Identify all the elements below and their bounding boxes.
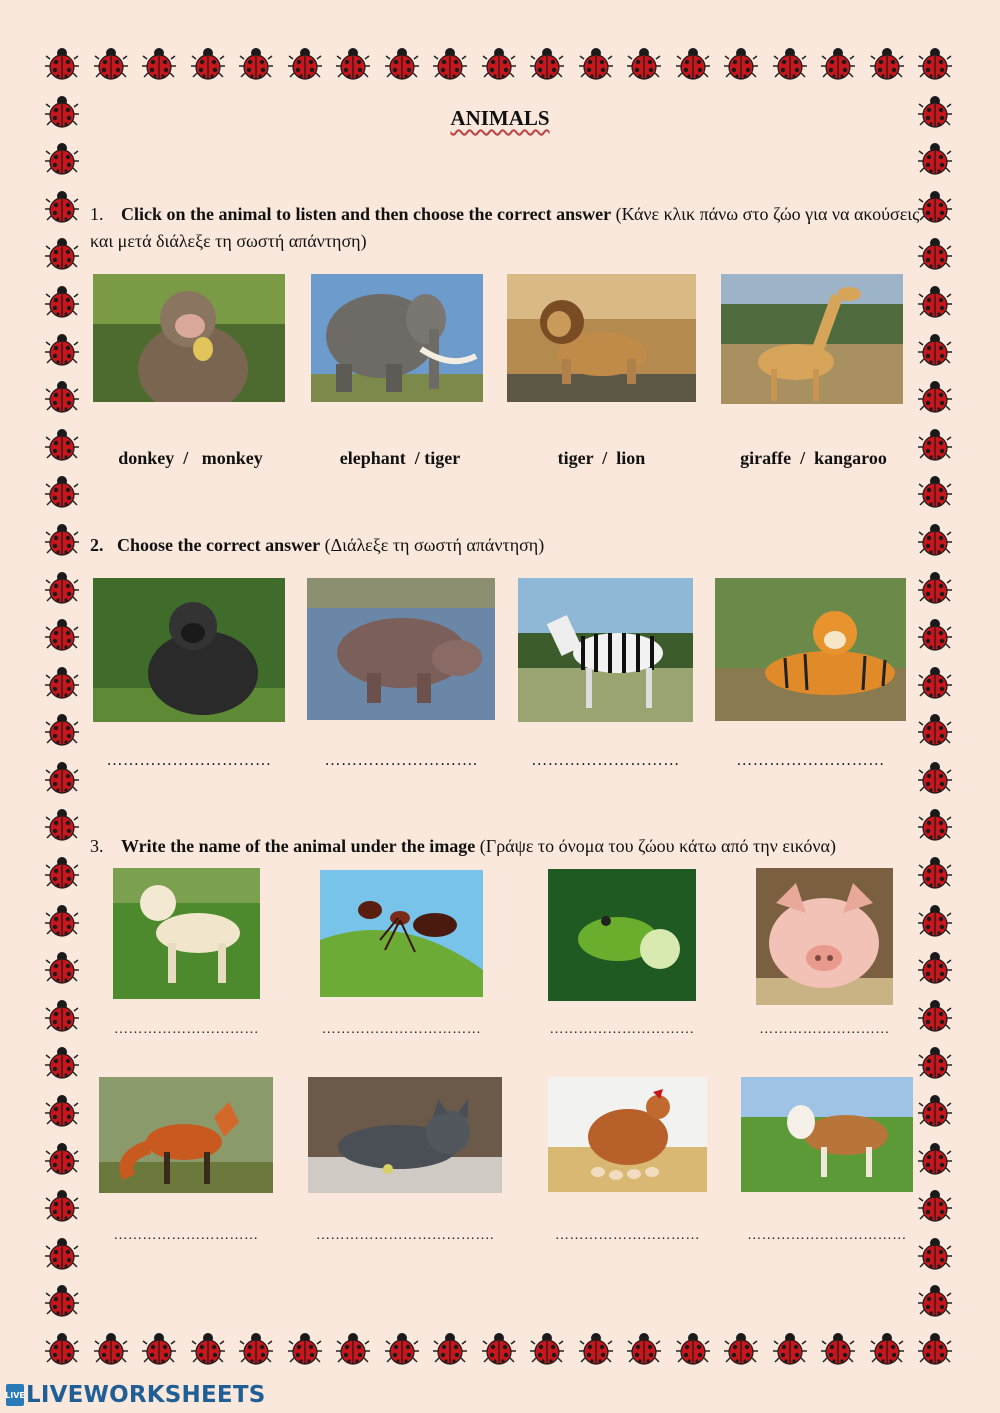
ladybug-icon	[918, 1284, 952, 1318]
question-3-instruction: Write the name of the animal under the image	[121, 836, 476, 856]
ladybug-icon	[45, 904, 79, 938]
answer-cow[interactable]: ……………………………	[747, 1228, 907, 1243]
question-1-number: 1.	[90, 204, 104, 224]
ladybug-icon	[288, 1332, 322, 1366]
ladybug-icon	[724, 1332, 758, 1366]
ladybug-icon	[45, 1189, 79, 1223]
ladybug-icon	[94, 47, 128, 81]
ladybug-icon	[918, 285, 952, 319]
ladybug-icon	[45, 380, 79, 414]
question-3-number: 3.	[90, 836, 104, 856]
ladybug-icon	[191, 47, 225, 81]
ladybug-icon	[918, 618, 952, 652]
ladybug-icon	[918, 999, 952, 1033]
question-3	[90, 833, 836, 860]
ladybug-icon	[45, 808, 79, 842]
answer-gorilla[interactable]: …………………………	[106, 752, 272, 769]
ant-photo	[320, 870, 483, 997]
ladybug-icon	[821, 1332, 855, 1366]
ladybug-icon	[918, 380, 952, 414]
logo-text: LIVEWORKSHEETS	[26, 1382, 266, 1408]
elephant-photo[interactable]	[311, 274, 483, 402]
ladybug-icon	[239, 1332, 273, 1366]
ladybug-icon	[918, 1332, 952, 1366]
ladybug-icon	[45, 618, 79, 652]
ladybug-icon	[433, 1332, 467, 1366]
ladybug-icon	[918, 333, 952, 367]
answer-fox[interactable]: …………………………	[113, 1228, 259, 1243]
ladybug-icon	[385, 47, 419, 81]
ladybug-icon	[45, 523, 79, 557]
ladybug-icon	[918, 904, 952, 938]
ladybug-icon	[142, 47, 176, 81]
answer-ant[interactable]: ……………………………	[321, 1022, 482, 1037]
ladybug-icon	[45, 475, 79, 509]
logo-icon	[6, 1384, 24, 1406]
question-2	[90, 532, 544, 559]
ladybug-icon	[45, 1094, 79, 1128]
ladybug-icon	[336, 1332, 370, 1366]
answer-frog[interactable]: …………………………	[549, 1022, 695, 1037]
options-giraffe[interactable]: giraffe / kangaroo	[740, 448, 887, 468]
answer-hippo[interactable]: ……………………….	[324, 752, 478, 769]
question-2-translation: (Διάλεξε τη σωστή απάντηση)	[324, 535, 545, 555]
answer-zebra[interactable]: ………………………	[531, 752, 680, 769]
answer-dog[interactable]: …………………………	[114, 1022, 259, 1037]
ladybug-icon	[918, 475, 952, 509]
question-2-number: 2.	[90, 535, 104, 555]
ladybug-icon	[45, 1332, 79, 1366]
ladybug-icon	[918, 1046, 952, 1080]
answer-pig[interactable]: ………………………	[759, 1022, 890, 1037]
ladybug-icon	[918, 951, 952, 985]
cow-photo	[741, 1077, 913, 1192]
tiger-photo	[715, 578, 906, 721]
monkey-photo[interactable]	[93, 274, 285, 402]
ladybug-icon	[918, 142, 952, 176]
ladybug-icon	[45, 1046, 79, 1080]
ladybug-icon	[918, 666, 952, 700]
ladybug-icon	[45, 951, 79, 985]
ladybug-icon	[676, 1332, 710, 1366]
answer-cat[interactable]: ……………………………….	[316, 1228, 494, 1243]
question-3-translation: (Γράψε το όνομα του ζώου κάτω από την εικόνα)	[479, 836, 836, 856]
ladybug-icon	[45, 1284, 79, 1318]
question-2-instruction: Choose the correct answer	[117, 535, 321, 555]
logo-box-text: LIVE	[5, 1390, 25, 1400]
ladybug-icon	[239, 47, 273, 81]
ladybug-icon	[433, 47, 467, 81]
frog-photo	[548, 869, 696, 1001]
ladybug-icon	[45, 142, 79, 176]
ladybug-icon	[45, 237, 79, 271]
options-monkey[interactable]: donkey / monkey	[118, 448, 263, 468]
ladybug-icon	[627, 1332, 661, 1366]
pig-photo	[756, 868, 893, 1005]
question-1-translation: (Κάνε κλικ πάνω στο ζώο για να ακούσεις και μετά διάλεξε τη σωστή απάντηση)	[90, 204, 920, 251]
ladybug-icon	[918, 523, 952, 557]
ladybug-icon	[45, 333, 79, 367]
ladybug-icon	[627, 47, 661, 81]
hen-photo	[548, 1077, 707, 1192]
ladybug-icon	[94, 1332, 128, 1366]
ladybug-icon	[870, 47, 904, 81]
page-title: ANIMALS	[450, 106, 550, 130]
ladybug-icon	[288, 47, 322, 81]
ladybug-icon	[45, 428, 79, 462]
ladybug-icon	[918, 1189, 952, 1223]
ladybug-icon	[336, 47, 370, 81]
dog-photo	[113, 868, 260, 999]
ladybug-icon	[45, 1142, 79, 1176]
ladybug-icon	[918, 761, 952, 795]
ladybug-icon	[579, 1332, 613, 1366]
gorilla-photo	[93, 578, 285, 722]
ladybug-icon	[191, 1332, 225, 1366]
ladybug-icon	[45, 190, 79, 224]
hippo-photo	[307, 578, 495, 720]
fox-photo	[99, 1077, 273, 1193]
ladybug-icon	[918, 428, 952, 462]
ladybug-icon	[918, 47, 952, 81]
ladybug-icon	[918, 1142, 952, 1176]
ladybug-icon	[918, 571, 952, 605]
answer-hen[interactable]: …………………………	[555, 1228, 700, 1243]
ladybug-icon	[918, 713, 952, 747]
ladybug-icon	[45, 47, 79, 81]
zebra-photo	[518, 578, 693, 722]
ladybug-icon	[142, 1332, 176, 1366]
ladybug-icon	[45, 571, 79, 605]
lion-photo[interactable]	[507, 274, 696, 402]
giraffe-photo[interactable]	[721, 274, 903, 404]
ladybug-icon	[918, 856, 952, 890]
ladybug-icon	[45, 713, 79, 747]
options-elephant[interactable]: elephant / tiger	[339, 448, 461, 468]
ladybug-icon	[918, 808, 952, 842]
ladybug-icon	[45, 285, 79, 319]
options-lion[interactable]: tiger / lion	[557, 448, 646, 468]
answer-tiger[interactable]: ………………………	[736, 752, 885, 769]
ladybug-icon	[676, 47, 710, 81]
ladybug-icon	[482, 47, 516, 81]
ladybug-icon	[870, 1332, 904, 1366]
ladybug-icon	[821, 47, 855, 81]
ladybug-icon	[773, 47, 807, 81]
liveworksheets-logo[interactable]	[6, 1382, 265, 1408]
ladybug-icon	[385, 1332, 419, 1366]
ladybug-icon	[773, 1332, 807, 1366]
ladybug-icon	[918, 1237, 952, 1271]
question-1	[90, 201, 930, 255]
ladybug-icon	[45, 666, 79, 700]
ladybug-icon	[530, 1332, 564, 1366]
cat-photo	[308, 1077, 502, 1193]
ladybug-icon	[45, 761, 79, 795]
ladybug-icon	[918, 1094, 952, 1128]
ladybug-icon	[530, 47, 564, 81]
ladybug-icon	[579, 47, 613, 81]
ladybug-icon	[45, 856, 79, 890]
ladybug-icon	[724, 47, 758, 81]
ladybug-icon	[45, 999, 79, 1033]
question-1-instruction: Click on the animal to listen and then choose the correct answer	[121, 204, 612, 224]
ladybug-icon	[45, 1237, 79, 1271]
ladybug-icon	[482, 1332, 516, 1366]
